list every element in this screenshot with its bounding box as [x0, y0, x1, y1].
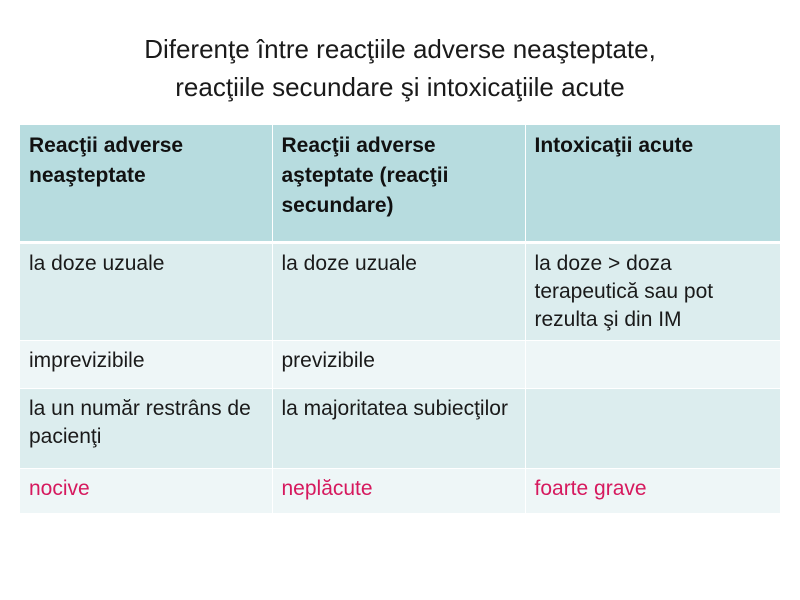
table-cell: la doze > doza terapeutică sau pot rezulta şi din IM [534, 251, 714, 331]
table-cell: la doze uzuale [272, 242, 525, 340]
header-cell-acute-intoxications: Intoxicaţii acute [525, 125, 780, 242]
table-cell: previzibile [272, 340, 525, 388]
table-cell [525, 340, 780, 388]
table-cell: la un număr restrâns de pacienţi [20, 388, 272, 468]
table-header-row [20, 125, 780, 242]
header-cell-unexpected-adverse-reactions: Reacţii adverse neaşteptate [20, 125, 272, 242]
table-row [20, 468, 780, 513]
slide-title-line-1: Diferenţe între reacţiile adverse neaşteptate, [144, 34, 656, 64]
table-row [20, 340, 780, 388]
table-cell: la doze uzuale [20, 242, 272, 340]
slide-title [0, 30, 800, 106]
header-cell-expected-adverse-reactions: Reacţii adverse aşteptate (reacţii secundare) [272, 125, 525, 242]
table-cell: foarte grave [534, 476, 647, 500]
table-cell [525, 388, 780, 468]
table-cell: neplăcute [272, 468, 525, 513]
comparison-table [20, 125, 780, 514]
slide-title-line-2: reacţiile secundare şi intoxicaţiile acute [175, 72, 625, 102]
table-row [20, 388, 780, 468]
table-row [20, 242, 780, 340]
table-cell: nocive [20, 468, 272, 513]
table-cell: imprevizibile [20, 340, 272, 388]
table-cell: la majoritatea subiecţilor [272, 388, 525, 468]
